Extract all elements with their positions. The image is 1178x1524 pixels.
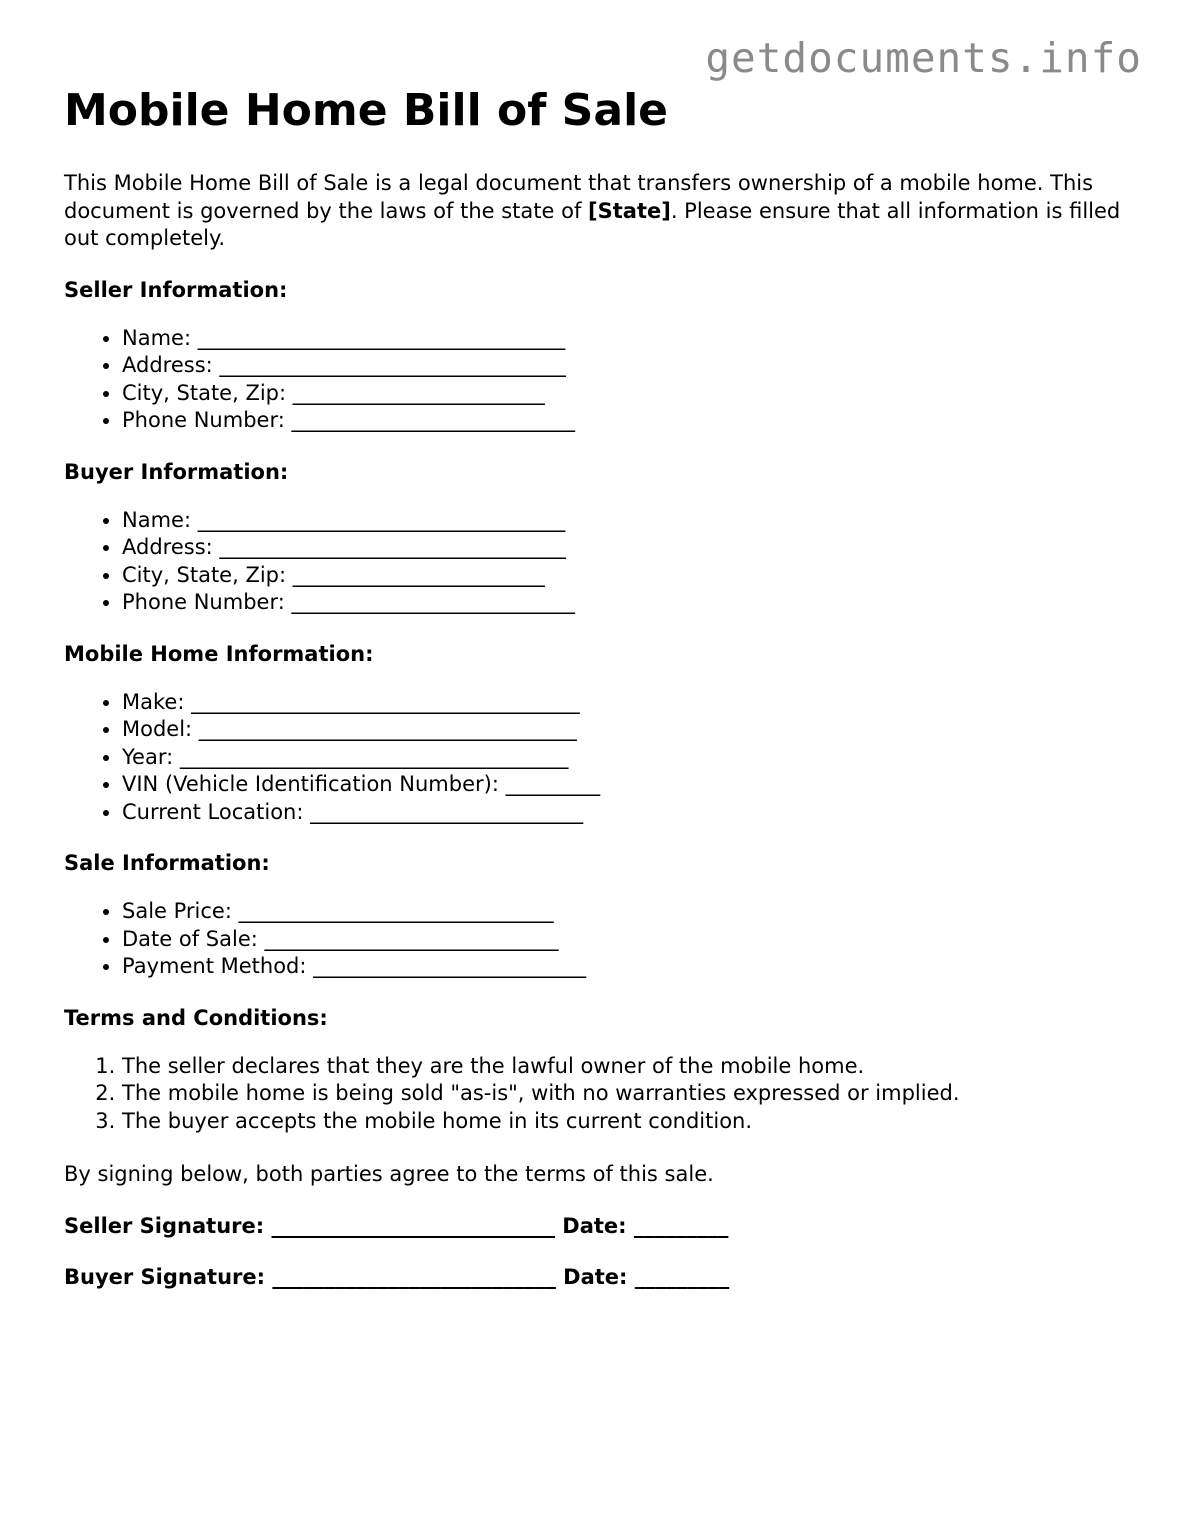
document-title: Mobile Home Bill of Sale bbox=[64, 85, 668, 136]
date-of-sale-field: • Date of Sale: ____________________________ bbox=[122, 926, 1124, 954]
watermark: getdocuments.info bbox=[705, 34, 1142, 82]
mobile-home-information-heading: Mobile Home Information: bbox=[64, 641, 374, 666]
document-body bbox=[64, 84, 1124, 1291]
year-field: • Year: _____________________________________ bbox=[122, 744, 1124, 772]
sale-information-list bbox=[64, 898, 1124, 981]
buyer-signature-line: Buyer Signature: ___________________________ Date: _________ bbox=[64, 1264, 730, 1289]
intro-text-end: . Please ensure that all information is filled out completely. bbox=[64, 198, 1121, 250]
seller-information-list bbox=[64, 325, 1124, 435]
buyer-information-list bbox=[64, 507, 1124, 617]
term-item: 3. The buyer accepts the mobile home in its current condition. bbox=[122, 1108, 1124, 1136]
mobile-home-information-list bbox=[64, 689, 1124, 827]
make-field: • Make: _____________________________________ bbox=[122, 689, 1124, 717]
buyer-name-field: • Name: ___________________________________ bbox=[122, 507, 1124, 535]
term-item: 1. The seller declares that they are the lawful owner of the mobile home. bbox=[122, 1053, 1124, 1081]
seller-city-state-zip-field: • City, State, Zip: ________________________ bbox=[122, 380, 1124, 408]
model-field: • Model: ____________________________________ bbox=[122, 716, 1124, 744]
buyer-phone-field: • Phone Number: ___________________________ bbox=[122, 589, 1124, 617]
seller-phone-field: • Phone Number: ___________________________ bbox=[122, 407, 1124, 435]
sale-price-field: • Sale Price: ______________________________ bbox=[122, 898, 1124, 926]
intro-paragraph bbox=[64, 170, 1124, 253]
term-item: 2. The mobile home is being sold "as-is", with no warranties expressed or implied. bbox=[122, 1080, 1124, 1108]
seller-address-field: • Address: _________________________________ bbox=[122, 352, 1124, 380]
vin-field: • VIN (Vehicle Identification Number): _________ bbox=[122, 771, 1124, 799]
buyer-city-state-zip-field: • City, State, Zip: ________________________ bbox=[122, 562, 1124, 590]
terms-and-conditions-heading: Terms and Conditions: bbox=[64, 1005, 328, 1030]
terms-list bbox=[64, 1053, 1124, 1136]
sale-information-heading: Sale Information: bbox=[64, 851, 270, 875]
seller-name-field: • Name: ___________________________________ bbox=[122, 325, 1124, 353]
seller-information-heading: Seller Information: bbox=[64, 277, 288, 302]
closing-statement: By signing below, both parties agree to the terms of this sale. bbox=[64, 1162, 714, 1186]
current-location-field: • Current Location: __________________________ bbox=[122, 799, 1124, 827]
state-placeholder: [State] bbox=[588, 198, 671, 223]
payment-method-field: • Payment Method: __________________________ bbox=[122, 953, 1124, 981]
seller-signature-line: Seller Signature: ___________________________ Date: _________ bbox=[64, 1213, 729, 1238]
buyer-address-field: • Address: _________________________________ bbox=[122, 534, 1124, 562]
intro-text-start: This Mobile Home Bill of Sale is a legal document that transfers ownership of a mobile home. This document is governed by the laws of the state of bbox=[64, 171, 1094, 223]
buyer-information-heading: Buyer Information: bbox=[64, 459, 289, 484]
